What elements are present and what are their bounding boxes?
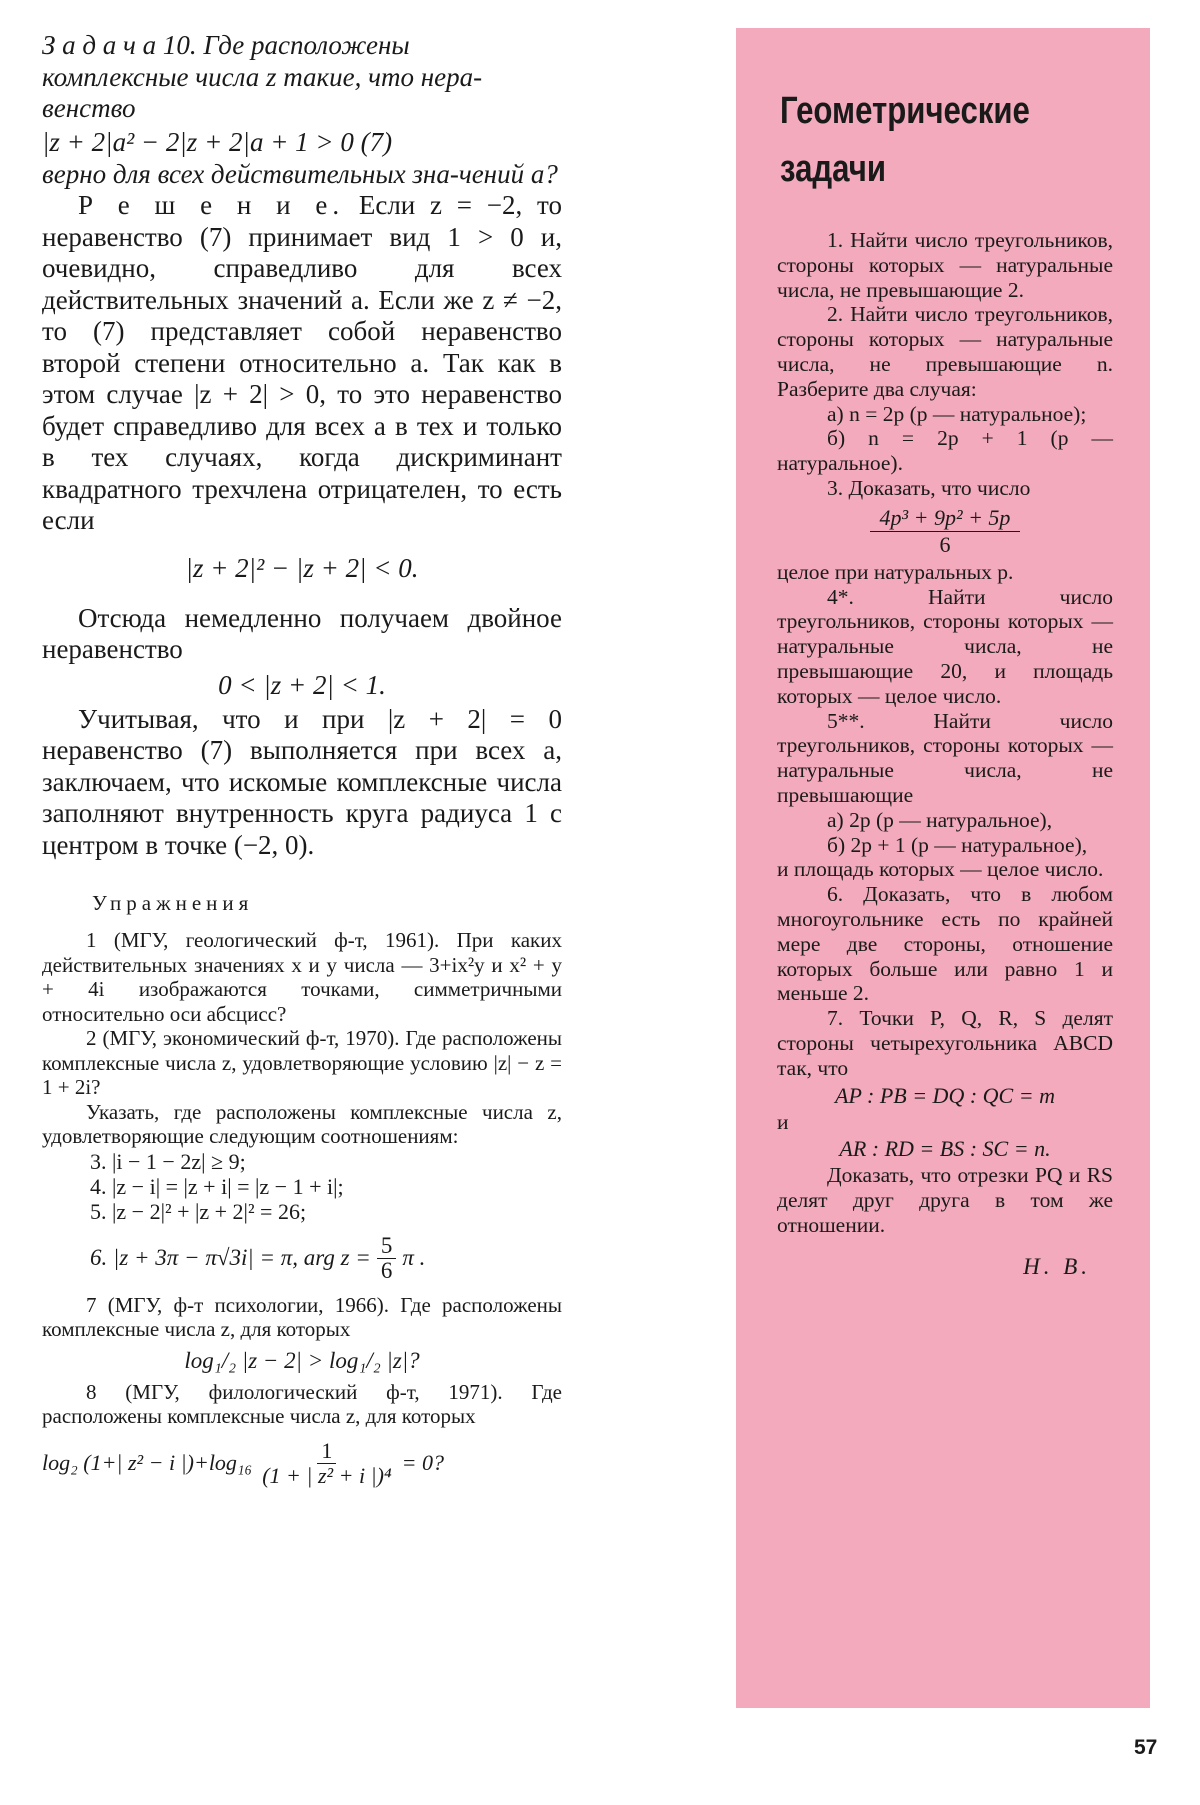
problem-tail: верно для всех действительных зна-чений a? bbox=[42, 158, 558, 189]
solution-paragraph bbox=[42, 190, 562, 537]
exercise-2: 2 (МГУ, экономический ф-т, 1970). Где расположены комплексные числа z, удовлетворяющие условию |z| − z = 1 + 2i? bbox=[42, 1026, 562, 1099]
conclusion-text: Учитывая, что и при |z + 2| = 0 неравенство (7) выполняется при всех a, заключаем, что искомые комплексные числа заполняют внутренность круга радиуса 1 с центром в точке (−2, 0). bbox=[42, 703, 562, 860]
solution-label: Р е ш е н и е. bbox=[78, 190, 345, 220]
fraction-numerator: 5 bbox=[377, 1234, 397, 1259]
geometry-problem-7-tail: Доказать, что отрезки PQ и RS делят друг друга в том же отношении. bbox=[777, 1163, 1113, 1237]
problem-line: венство bbox=[42, 93, 136, 123]
problem-line: З а д а ч а 10. Где расположены bbox=[42, 30, 410, 60]
inequality-7: |z + 2|a² − 2|z + 2|a + 1 > 0 (7) bbox=[42, 126, 393, 157]
geometry-problem-7-equation-2: AR : RD = BS : SC = n. bbox=[839, 1136, 1051, 1162]
exercise-6-lhs: 6. |z + 3π − π√3i| = π, arg z = bbox=[90, 1245, 371, 1270]
geometry-problem-7-equation-1: AP : PB = DQ : QC = m bbox=[835, 1082, 1055, 1108]
page-number: 57 bbox=[1134, 1736, 1158, 1759]
exercise-5: 5. |z − 2|² + |z + 2|² = 26; bbox=[90, 1198, 307, 1224]
exercise-1: 1 (МГУ, геологический ф-т, 1961). При каких действительных значениях x и y числа — 3+ix²y и x² + y + 4i изображаются точками, симметричными относительно оси абсцисс? bbox=[42, 928, 562, 1026]
geometry-problem-7-and: и bbox=[777, 1109, 789, 1134]
exercises-heading: Упражнения bbox=[92, 891, 254, 915]
exercise-6-tail: π . bbox=[402, 1245, 426, 1270]
fraction-denominator: (1 + | z² + i |)⁴ bbox=[262, 1462, 392, 1488]
exercise-6-fraction bbox=[377, 1234, 397, 1283]
fraction-numerator: 1 bbox=[317, 1439, 336, 1464]
geometry-problem-1: 1. Найти число треугольников, стороны которых — натуральные числа, не превышающие 2. bbox=[777, 228, 1113, 302]
double-inequality: 0 < |z + 2| < 1. bbox=[218, 669, 386, 700]
geometry-problem-4: 4*. Найти число треугольников, стороны которых — натуральные числа, не превышающие 20, и площадь которых — целое число. bbox=[777, 584, 1113, 708]
panel-title: Геометрические задачи bbox=[780, 90, 1030, 190]
geometry-problem-3: 3. Доказать, что число bbox=[827, 475, 1031, 500]
geometry-problem-7: 7. Точки P, Q, R, S делят стороны четырехугольника ABCD так, что bbox=[777, 1006, 1113, 1080]
exercise-8-tail: = 0? bbox=[401, 1450, 444, 1475]
fraction-numerator: 4p³ + 9p² + 5p bbox=[870, 505, 1021, 532]
geometry-problem-5-tail: и площадь которых — целое число. bbox=[777, 857, 1104, 882]
geometry-problem-5: 5**. Найти число треугольников, стороны которых — натуральные числа, не превышающие bbox=[777, 708, 1113, 807]
exercise-4: 4. |z − i| = |z + i| = |z − 1 + i|; bbox=[90, 1173, 344, 1199]
author-signature: Н. В. bbox=[1023, 1253, 1091, 1279]
solution-text: Если z = −2, то неравенство (7) принимает вид 1 > 0 и, очевидно, справедливо для всех действительных значений a. Если же z ≠ −2, то (7) представляет собой неравенство второй степени относительно a. Так как в этом случае |z + 2| > 0, то это неравенство будет справедливо для всех a в тех и только в тех случаях, когда дискриминант квадратного трехчлена отрицателен, то есть если bbox=[42, 190, 562, 535]
exercise-7-formula: log₁/₂ |z − 2| > log₁/₂ |z|? bbox=[184, 1347, 420, 1373]
geometry-problem-6: 6. Доказать, что в любом многоугольнике есть по крайней мере две стороны, отношение которых больше или равно 1 и меньше 2. bbox=[777, 882, 1113, 1006]
exercise-7: 7 (МГУ, ф-т психологии, 1966). Где расположены комплексные числа z, для которых bbox=[42, 1292, 562, 1341]
geometry-problem-3-fraction bbox=[777, 505, 1113, 558]
fraction-denominator: 6 bbox=[939, 531, 951, 557]
fraction-denominator: 6 bbox=[380, 1257, 393, 1283]
geometry-problem-2a: а) n = 2p (p — натуральное); bbox=[827, 401, 1087, 426]
exercise-8-fraction bbox=[258, 1439, 395, 1488]
exercise-8-formula bbox=[42, 1439, 562, 1488]
geometry-problem-5a: а) 2p (p — натуральное), bbox=[827, 807, 1053, 832]
right-column bbox=[777, 228, 1113, 1280]
hence-text: Отсюда немедленно получаем двойное неравенство bbox=[42, 602, 562, 664]
problem-line: комплексные числа z такие, что нера- bbox=[42, 61, 483, 92]
geometry-problem-3-tail: целое при натуральных p. bbox=[777, 559, 1014, 584]
geometry-problem-5b: б) 2p + 1 (p — натуральное), bbox=[827, 832, 1088, 857]
geometry-problem-2: 2. Найти число треугольников, стороны которых — натуральные числа, не превышающие n. Разберите два случая: bbox=[777, 302, 1113, 401]
exercise-8-lhs: log₂ (1+| z² − i |)+log₁₆ bbox=[42, 1450, 253, 1475]
left-column bbox=[42, 30, 562, 1498]
geometry-problem-2b: б) n = 2p + 1 (p — натуральное). bbox=[777, 426, 1113, 476]
exercise-indicate: Указать, где расположены комплексные числа z, удовлетворяющие следующим соотношениям: bbox=[42, 1099, 562, 1148]
discriminant-formula: |z + 2|² − |z + 2| < 0. bbox=[185, 552, 419, 583]
exercise-3: 3. |i − 1 − 2z| ≥ 9; bbox=[90, 1148, 246, 1174]
exercise-8: 8 (МГУ, филологический ф-т, 1971). Где расположены комплексные числа z, для которых bbox=[42, 1379, 562, 1428]
exercise-6 bbox=[90, 1234, 562, 1283]
